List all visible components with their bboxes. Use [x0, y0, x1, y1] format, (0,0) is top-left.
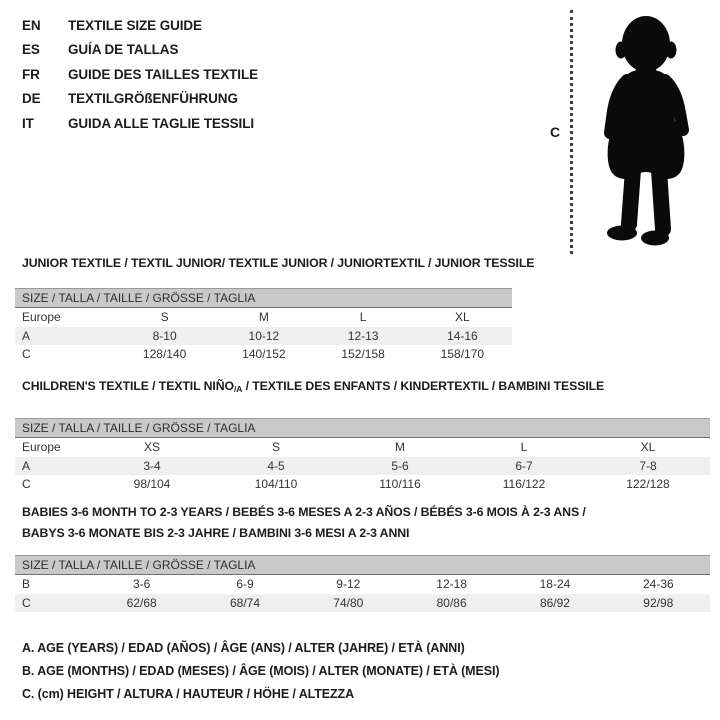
babies-heading-line2: BABYS 3-6 MONATE BIS 2-3 JAHRE / BAMBINI 3-6 MESI A 2-3 ANNI [22, 526, 410, 540]
cell: 8-10 [152, 328, 177, 343]
table-row [15, 475, 710, 494]
cell: 80/86 [436, 595, 467, 610]
footnote-b: B. AGE (MONTHS) / EDAD (MESES) / ÂGE (MOIS) / ALTER (MONATE) / ETÀ (MESI) [22, 664, 500, 678]
footnote-a: A. AGE (YEARS) / EDAD (AÑOS) / ÂGE (ANS) / ALTER (JAHRE) / ETÀ (ANNI) [22, 641, 465, 655]
cell: 4-5 [267, 458, 285, 473]
language-row [22, 38, 258, 63]
language-title: TEXTILE SIZE GUIDE [68, 17, 202, 33]
junior-table [15, 308, 512, 364]
cell: 104/110 [254, 477, 298, 492]
cell: 152/158 [341, 347, 385, 362]
cell: 3-6 [132, 577, 151, 592]
children-heading-sub: /A [233, 384, 243, 394]
row-label: A [22, 328, 31, 343]
cell: 10-12 [248, 328, 280, 343]
cell: 158/170 [440, 347, 485, 362]
table-row [15, 345, 512, 364]
height-measure-label: C [550, 124, 561, 140]
language-code: IT [22, 115, 34, 131]
header-cell: Europe [22, 440, 61, 455]
footnotes [22, 637, 499, 706]
table-row [15, 594, 710, 613]
row-label: A [22, 458, 31, 473]
babies-size-bar: SIZE / TALLA / TAILLE / GRÖSSE / TAGLIA [15, 555, 710, 575]
cell: 12-13 [347, 328, 379, 343]
cell: 86/92 [539, 595, 570, 610]
cell: 62/68 [126, 595, 157, 610]
language-title: GUÍA DE TALLAS [68, 42, 179, 58]
cell: 98/104 [133, 477, 171, 492]
cell: 110/116 [379, 477, 421, 492]
cell: 140/152 [242, 347, 286, 362]
table-header-row [15, 438, 710, 457]
language-code: ES [22, 42, 40, 58]
children-heading-pre: CHILDREN'S TEXTILE / TEXTIL NIÑO [22, 379, 234, 393]
language-row [22, 62, 258, 87]
language-title: GUIDA ALLE TAGLIE TESSILI [68, 115, 254, 131]
cell: 24-36 [642, 577, 674, 592]
language-code: DE [22, 91, 41, 107]
row-label: C [22, 595, 31, 610]
language-row [22, 111, 258, 136]
children-heading-post: / TEXTILE DES ENFANTS / KINDERTEXTIL / BAMBINI TESSILE [242, 379, 605, 393]
header-cell: XL [455, 310, 470, 325]
toddler-silhouette-icon [598, 8, 708, 254]
footnote-c: C. (cm) HEIGHT / ALTURA / HAUTEUR / HÖHE / ALTEZZA [22, 687, 355, 701]
cell: 74/80 [333, 595, 364, 610]
junior-section [15, 256, 535, 364]
babies-heading [15, 502, 710, 544]
children-heading [15, 379, 710, 397]
header-cell: S [271, 440, 280, 455]
header-cell: S [160, 310, 169, 325]
table-header-row [15, 308, 512, 327]
babies-table [15, 575, 710, 612]
header-cell: XS [143, 440, 160, 455]
language-title-list [22, 13, 258, 136]
table-row [15, 457, 710, 476]
language-title: TEXTILGRÖßENFÜHRUNG [68, 91, 238, 107]
junior-size-bar: SIZE / TALLA / TAILLE / GRÖSSE / TAGLIA [15, 288, 512, 308]
cell: 6-9 [236, 577, 254, 592]
cell: 128/140 [142, 347, 187, 362]
row-label: C [22, 477, 31, 492]
cell: 92/98 [643, 595, 674, 610]
toddler-figure [548, 6, 710, 258]
cell: 6-7 [515, 458, 533, 473]
cell: 9-12 [336, 577, 361, 592]
height-dotted-line [570, 10, 573, 254]
row-label: C [22, 347, 31, 362]
language-row [22, 13, 258, 38]
header-cell: M [395, 440, 405, 455]
row-label: B [22, 577, 31, 592]
babies-section [15, 502, 710, 612]
children-table [15, 438, 710, 494]
babies-heading-line1: BABIES 3-6 MONTH TO 2-3 YEARS / BEBÉS 3-6 MESES A 2-3 AÑOS / BÉBÉS 3-6 MOIS À 2-3 ANS / [22, 505, 586, 519]
header-cell: M [258, 310, 269, 325]
children-size-bar: SIZE / TALLA / TAILLE / GRÖSSE / TAGLIA [15, 418, 710, 438]
cell: 7-8 [639, 458, 657, 473]
cell: 5-6 [391, 458, 409, 473]
header-cell: L [359, 310, 367, 325]
junior-heading: JUNIOR TEXTILE / TEXTIL JUNIOR/ TEXTILE JUNIOR / JUNIORTEXTIL / JUNIOR TESSILE [22, 256, 535, 270]
header-cell: L [520, 440, 528, 455]
language-code: EN [22, 17, 41, 33]
cell: 3-4 [143, 458, 161, 473]
header-cell: XL [640, 440, 656, 455]
table-row [15, 327, 512, 346]
cell: 12-18 [436, 577, 467, 592]
language-title: GUIDE DES TAILLES TEXTILE [68, 66, 259, 82]
table-row [15, 575, 710, 594]
cell: 116/122 [502, 477, 546, 492]
header-cell: Europe [22, 310, 61, 325]
cell: 18-24 [539, 577, 571, 592]
language-code: FR [22, 66, 40, 82]
cell: 68/74 [229, 595, 260, 610]
language-row [22, 87, 258, 112]
cell: 14-16 [447, 328, 478, 343]
children-section [15, 379, 710, 494]
cell: 122/128 [626, 477, 670, 492]
